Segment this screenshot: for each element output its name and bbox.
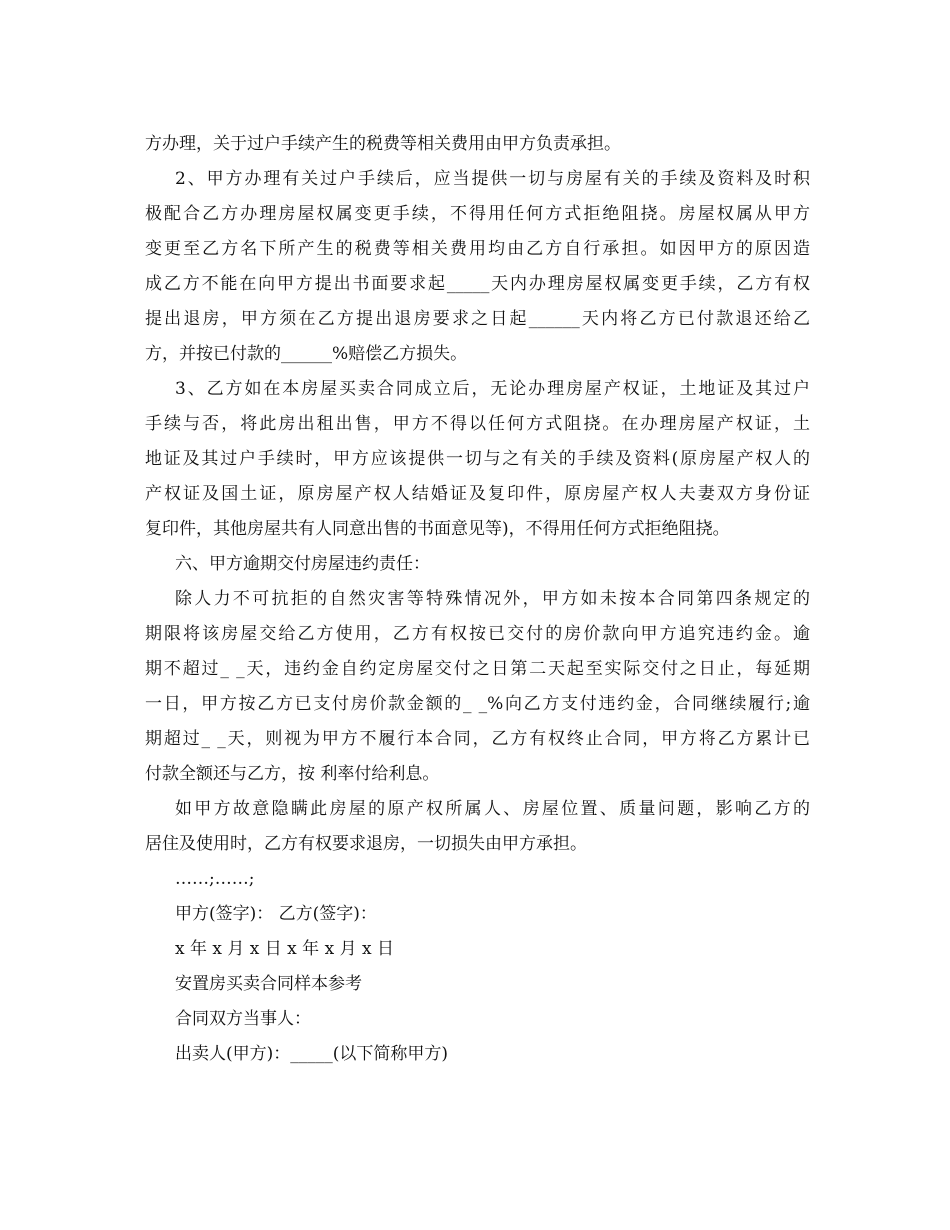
text-line: 2、甲方办理有关过户手续后，应当提供一切与房屋有关的手续及资料及时积 <box>175 169 810 189</box>
text-line: 成乙方不能在向甲方提出书面要求起_____天内办理房屋权属变更手续，乙方有权 <box>145 274 810 294</box>
text-line: 期超过_ _天，则视为甲方不履行本合同，乙方有权终止合同，甲方将乙方累计已 <box>145 729 810 749</box>
text-line: 如甲方故意隐瞒此房屋的原产权所属人、房屋位置、质量问题，影响乙方的 <box>175 799 810 819</box>
text-line: 方，并按已付款的______%赔偿乙方损失。 <box>145 344 468 364</box>
date-line: x 年 x 月 x 日 x 年 x 月 x 日 <box>175 939 394 959</box>
text-line: 手续与否，将此房出租出售，甲方不得以任何方式阻挠。在办理房屋产权证，土 <box>145 414 810 434</box>
section-heading: 六、甲方逾期交付房屋违约责任： <box>175 554 430 574</box>
signature-line: 甲方(签字)： 乙方(签字)： <box>175 904 377 924</box>
text-line: 3、乙方如在本房屋买卖合同成立后，无论办理房屋产权证，土地证及其过户 <box>175 379 810 399</box>
text-line: 除人力不可抗拒的自然灾害等特殊情况外，甲方如未按本合同第四条规定的 <box>175 589 810 609</box>
text-line: 居住及使用时，乙方有权要求退房，一切损失由甲方承担。 <box>145 834 587 854</box>
text-line: 期不超过_ _天，违约金自约定房屋交付之日第二天起至实际交付之日止，每延期 <box>145 659 810 679</box>
contract-text <box>145 127 810 1072</box>
text-line: 地证及其过户手续时，甲方应该提供一切与之有关的手续及资料(原房屋产权人的 <box>145 449 810 469</box>
seller-line: 出卖人(甲方)：_____(以下简称甲方) <box>175 1044 449 1064</box>
text-line: 付款全额还与乙方，按 利率付给利息。 <box>145 764 440 784</box>
text-line: 变更至乙方名下所产生的税费等相关费用均由乙方自行承担。如因甲方的原因造 <box>145 239 810 259</box>
text-line: 期限将该房屋交给乙方使用，乙方有权按已交付的房价款向甲方追究违约金。逾 <box>145 624 810 644</box>
text-line: 复印件，其他房屋共有人同意出售的书面意见等)，不得用任何方式拒绝阻挠。 <box>145 519 730 539</box>
text-line: 产权证及国土证，原房屋产权人结婚证及复印件，原房屋产权人夫妻双方身份证 <box>145 484 810 504</box>
text-line: 一日，甲方按乙方已支付房价款金额的_ _%向乙方支付违约金，合同继续履行;逾 <box>145 694 810 714</box>
text-line: 极配合乙方办理房屋权属变更手续，不得用任何方式拒绝阻挠。房屋权属从甲方 <box>145 204 810 224</box>
ellipsis-line: ……;……; <box>175 869 255 889</box>
text-line: 提出退房，甲方须在乙方提出退房要求之日起______天内将乙方已付款退还给乙 <box>145 309 810 329</box>
text-line: 合同双方当事人： <box>175 1009 311 1029</box>
section-title: 安置房买卖合同样本参考 <box>175 974 362 994</box>
text-line: 方办理，关于过户手续产生的税费等相关费用由甲方负责承担。 <box>145 134 621 154</box>
